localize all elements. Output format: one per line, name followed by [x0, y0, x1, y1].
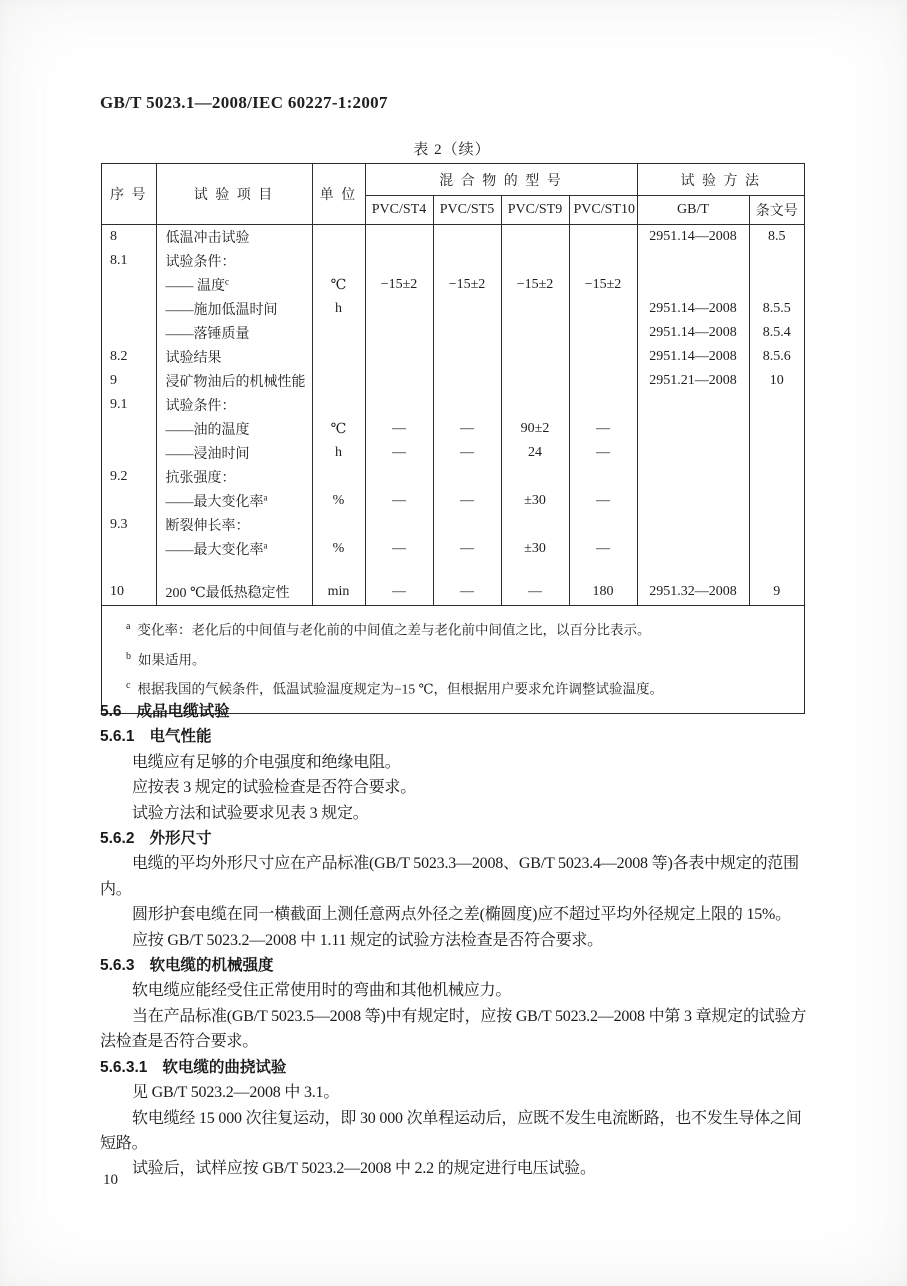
cell-unit: ℃ — [312, 417, 365, 441]
cell-gbt-standard: 2951.14—2008 — [637, 225, 749, 250]
cell-value-pvc-st9: — — [501, 578, 569, 605]
test-methods-table — [102, 164, 804, 605]
col-header-serial: 序 号 — [102, 164, 156, 225]
section-heading — [100, 699, 808, 724]
cell-gbt-standard — [637, 561, 749, 578]
section-heading — [100, 724, 808, 749]
cell-value-pvc-st9 — [501, 561, 569, 578]
cell-unit: h — [312, 297, 365, 321]
cell-clause-number — [749, 561, 804, 578]
cell-unit — [312, 465, 365, 489]
cell-item: ——落锤质量 — [156, 321, 312, 345]
section-title: 软电缆的机械强度 — [149, 957, 274, 975]
cell-value-pvc-st5: — — [433, 489, 501, 513]
section-number: 5.6.3 — [100, 957, 135, 975]
cell-value-pvc-st10 — [569, 513, 637, 537]
cell-item: 试验结果 — [156, 345, 312, 369]
cell-value-pvc-st4 — [365, 249, 433, 273]
section-title: 电气性能 — [149, 728, 212, 746]
cell-gbt-standard — [637, 273, 749, 297]
cell-serial — [102, 273, 156, 297]
cell-clause-number — [749, 513, 804, 537]
cell-value-pvc-st5: — — [433, 441, 501, 465]
footnote-ref: a — [263, 540, 268, 551]
cell-serial — [102, 537, 156, 561]
cell-clause-number: 8.5.6 — [749, 345, 804, 369]
footnote — [126, 614, 792, 644]
footnote — [126, 644, 792, 674]
cell-serial — [102, 417, 156, 441]
cell-clause-number — [749, 393, 804, 417]
table-row — [102, 441, 804, 465]
table-row — [102, 225, 804, 250]
cell-value-pvc-st10: −15±2 — [569, 273, 637, 297]
paragraph: 试验后，试样应按 GB/T 5023.2—2008 中 2.2 的规定进行电压试验。 — [132, 1160, 596, 1178]
table-footnotes — [102, 605, 804, 713]
cell-value-pvc-st4: — — [365, 417, 433, 441]
cell-value-pvc-st5: — — [433, 537, 501, 561]
cell-value-pvc-st5 — [433, 249, 501, 273]
cell-item — [156, 561, 312, 578]
body-sections — [100, 699, 808, 1182]
cell-item: 断裂伸长率： — [156, 513, 312, 537]
cell-serial — [102, 489, 156, 513]
cell-clause-number — [749, 273, 804, 297]
cell-clause-number: 9 — [749, 578, 804, 605]
cell-unit: % — [312, 489, 365, 513]
cell-clause-number: 8.5.4 — [749, 321, 804, 345]
footnote-mark: b — [126, 650, 131, 662]
cell-value-pvc-st4 — [365, 345, 433, 369]
cell-value-pvc-st4: — — [365, 489, 433, 513]
section-number: 5.6.1 — [100, 728, 135, 746]
cell-serial: 8.1 — [102, 249, 156, 273]
page-number: 10 — [103, 1172, 118, 1188]
cell-value-pvc-st5 — [433, 297, 501, 321]
cell-serial: 8 — [102, 225, 156, 250]
table-row — [102, 369, 804, 393]
col-header-item: 试 验 项 目 — [156, 164, 312, 225]
cell-gbt-standard — [637, 465, 749, 489]
cell-unit — [312, 345, 365, 369]
cell-clause-number: 10 — [749, 369, 804, 393]
cell-item: ——油的温度 — [156, 417, 312, 441]
section-title: 成品电缆试验 — [136, 703, 230, 720]
cell-value-pvc-st9 — [501, 393, 569, 417]
cell-value-pvc-st10 — [569, 465, 637, 489]
cell-item: 试验条件： — [156, 393, 312, 417]
cell-clause-number: 8.5.5 — [749, 297, 804, 321]
cell-value-pvc-st5 — [433, 225, 501, 250]
cell-value-pvc-st10 — [569, 561, 637, 578]
cell-value-pvc-st10 — [569, 321, 637, 345]
table-row — [102, 465, 804, 489]
col-group-mixture-type: 混 合 物 的 型 号 — [365, 164, 637, 196]
cell-value-pvc-st9 — [501, 249, 569, 273]
cell-value-pvc-st4: — — [365, 537, 433, 561]
cell-value-pvc-st10: — — [569, 441, 637, 465]
cell-value-pvc-st9: −15±2 — [501, 273, 569, 297]
paragraph: 软电缆应能经受住正常使用时的弯曲和其他机械应力。 — [132, 982, 512, 1000]
cell-value-pvc-st4 — [365, 561, 433, 578]
cell-value-pvc-st5: — — [433, 578, 501, 605]
col-header-gbt: GB/T — [637, 196, 749, 225]
cell-item: 200 ℃最低热稳定性 — [156, 578, 312, 605]
cell-unit — [312, 393, 365, 417]
cell-value-pvc-st5: — — [433, 417, 501, 441]
table-row — [102, 489, 804, 513]
paragraph: 圆形护套电缆在同一横截面上测任意两点外径之差(椭圆度)应不超过平均外径规定上限的 15%。 — [132, 906, 791, 924]
cell-value-pvc-st4 — [365, 225, 433, 250]
cell-value-pvc-st4: −15±2 — [365, 273, 433, 297]
table-body — [102, 225, 804, 606]
cell-gbt-standard: 2951.14—2008 — [637, 345, 749, 369]
cell-item: ——最大变化率$^a$ — [156, 489, 312, 513]
cell-value-pvc-st5 — [433, 345, 501, 369]
cell-clause-number — [749, 249, 804, 273]
cell-gbt-standard — [637, 513, 749, 537]
cell-value-pvc-st9 — [501, 369, 569, 393]
table-row — [102, 249, 804, 273]
cell-serial — [102, 561, 156, 578]
cell-value-pvc-st5 — [433, 513, 501, 537]
cell-serial — [102, 441, 156, 465]
cell-value-pvc-st4 — [365, 393, 433, 417]
cell-gbt-standard: 2951.14—2008 — [637, 321, 749, 345]
col-header-pvc-st9: PVC/ST9 — [501, 196, 569, 225]
footnote-ref: c — [225, 276, 229, 287]
paragraph: 当在产品标准(GB/T 5023.5—2008 等)中有规定时，应按 GB/T 5023.2—2008 中第 3 章规定的试验方法检查是否符合要求。 — [100, 1007, 807, 1051]
cell-value-pvc-st10: 180 — [569, 578, 637, 605]
table-row — [102, 578, 804, 605]
cell-value-pvc-st10 — [569, 225, 637, 250]
cell-gbt-standard — [637, 417, 749, 441]
cell-unit: ℃ — [312, 273, 365, 297]
section-title: 外形尺寸 — [149, 830, 212, 848]
cell-item: 抗张强度： — [156, 465, 312, 489]
cell-clause-number — [749, 441, 804, 465]
cell-item: 试验条件： — [156, 249, 312, 273]
table-row — [102, 345, 804, 369]
cell-value-pvc-st10: — — [569, 489, 637, 513]
paragraph: 应按表 3 规定的试验检查是否符合要求。 — [132, 779, 417, 797]
cell-value-pvc-st9: ±30 — [501, 489, 569, 513]
cell-value-pvc-st10: — — [569, 537, 637, 561]
cell-unit: % — [312, 537, 365, 561]
cell-value-pvc-st5 — [433, 321, 501, 345]
cell-unit — [312, 321, 365, 345]
table-row — [102, 537, 804, 561]
cell-value-pvc-st10 — [569, 393, 637, 417]
cell-serial: 10 — [102, 578, 156, 605]
cell-value-pvc-st5 — [433, 369, 501, 393]
paragraph: 电缆的平均外形尺寸应在产品标准(GB/T 5023.3—2008、GB/T 5023.4—2008 等)各表中规定的范围内。 — [100, 855, 799, 898]
cell-unit — [312, 225, 365, 250]
cell-value-pvc-st9 — [501, 345, 569, 369]
cell-value-pvc-st5 — [433, 393, 501, 417]
cell-gbt-standard — [637, 249, 749, 273]
cell-serial: 9.2 — [102, 465, 156, 489]
cell-value-pvc-st9: 90±2 — [501, 417, 569, 441]
table-row — [102, 393, 804, 417]
cell-clause-number — [749, 489, 804, 513]
table-row — [102, 513, 804, 537]
footnote-ref: a — [263, 492, 268, 503]
paragraph: 应按 GB/T 5023.2—2008 中 1.11 规定的试验方法检查是否符合要求。 — [132, 931, 603, 949]
cell-item: 浸矿物油后的机械性能 — [156, 369, 312, 393]
cell-value-pvc-st4 — [365, 465, 433, 489]
paragraph: 电缆应有足够的介电强度和绝缘电阻。 — [132, 753, 401, 771]
cell-value-pvc-st4: — — [365, 441, 433, 465]
cell-value-pvc-st9 — [501, 225, 569, 250]
paragraph: 试验方法和试验要求见表 3 规定。 — [132, 804, 369, 822]
section-number: 5.6.3.1 — [100, 1058, 148, 1076]
col-header-unit: 单 位 — [312, 164, 365, 225]
paragraph: 见 GB/T 5023.2—2008 中 3.1。 — [132, 1084, 340, 1102]
col-header-pvc-st5: PVC/ST5 — [433, 196, 501, 225]
footnote-text: 变化率：老化后的中间值与老化前的中间值之差与老化前中间值之比，以百分比表示。 — [137, 622, 651, 638]
col-header-pvc-st4: PVC/ST4 — [365, 196, 433, 225]
cell-clause-number — [749, 417, 804, 441]
cell-gbt-standard: 2951.21—2008 — [637, 369, 749, 393]
cell-unit — [312, 249, 365, 273]
table-row — [102, 321, 804, 345]
section-heading — [100, 826, 808, 851]
cell-value-pvc-st9 — [501, 513, 569, 537]
cell-serial — [102, 321, 156, 345]
cell-serial — [102, 297, 156, 321]
footnote-mark: c — [126, 680, 131, 691]
paragraph: 软电缆经 15 000 次往复运动，即 30 000 次单程运动后，应既不发生电流断路，也不发生导体之间短路。 — [100, 1109, 802, 1152]
cell-gbt-standard — [637, 393, 749, 417]
standard-number-header: GB/T 5023.1—2008/IEC 60227-1:2007 — [100, 93, 388, 112]
cell-value-pvc-st4: — — [365, 578, 433, 605]
table-row — [102, 417, 804, 441]
section-number: 5.6.2 — [100, 830, 135, 848]
cell-gbt-standard: 2951.14—2008 — [637, 297, 749, 321]
section-heading — [100, 1055, 808, 1080]
cell-gbt-standard — [637, 537, 749, 561]
cell-gbt-standard: 2951.32—2008 — [637, 578, 749, 605]
cell-value-pvc-st4 — [365, 369, 433, 393]
table-caption: 表 2（续） — [413, 142, 491, 158]
section-number: 5.6 — [100, 703, 122, 720]
cell-unit — [312, 369, 365, 393]
cell-item: 低温冲击试验 — [156, 225, 312, 250]
footnote-text: 根据我国的气候条件，低温试验温度规定为−15 ℃，但根据用户要求允许调整试验温度。 — [137, 681, 664, 697]
cell-value-pvc-st9 — [501, 297, 569, 321]
cell-serial: 9.1 — [102, 393, 156, 417]
table-header — [102, 164, 804, 225]
cell-clause-number: 8.5 — [749, 225, 804, 250]
footnote-mark: a — [126, 621, 131, 632]
section-title: 软电缆的曲挠试验 — [162, 1058, 287, 1076]
cell-value-pvc-st10: — — [569, 417, 637, 441]
footnote-text: 如果适用。 — [138, 652, 206, 667]
cell-gbt-standard — [637, 441, 749, 465]
cell-value-pvc-st4 — [365, 321, 433, 345]
test-methods-table-frame — [101, 163, 805, 714]
cell-value-pvc-st9 — [501, 465, 569, 489]
cell-value-pvc-st4 — [365, 297, 433, 321]
cell-item: ——最大变化率$^a$ — [156, 537, 312, 561]
cell-value-pvc-st10 — [569, 369, 637, 393]
cell-unit: min — [312, 578, 365, 605]
cell-unit: h — [312, 441, 365, 465]
cell-gbt-standard — [637, 489, 749, 513]
table-row — [102, 273, 804, 297]
cell-item: ——浸油时间 — [156, 441, 312, 465]
col-header-clause: 条文号 — [749, 196, 804, 225]
cell-clause-number — [749, 465, 804, 489]
cell-serial: 9.3 — [102, 513, 156, 537]
cell-value-pvc-st4 — [365, 513, 433, 537]
cell-value-pvc-st5 — [433, 561, 501, 578]
cell-value-pvc-st9: 24 — [501, 441, 569, 465]
cell-unit — [312, 513, 365, 537]
cell-serial: 8.2 — [102, 345, 156, 369]
cell-value-pvc-st9: ±30 — [501, 537, 569, 561]
cell-item: —— 温度$^c$ — [156, 273, 312, 297]
table-header-row-groups — [102, 164, 804, 196]
cell-unit — [312, 561, 365, 578]
cell-value-pvc-st10 — [569, 249, 637, 273]
cell-value-pvc-st10 — [569, 297, 637, 321]
cell-clause-number — [749, 537, 804, 561]
table-row — [102, 297, 804, 321]
cell-value-pvc-st5 — [433, 465, 501, 489]
section-heading — [100, 953, 808, 978]
cell-serial: 9 — [102, 369, 156, 393]
col-header-pvc-st10: PVC/ST10 — [569, 196, 637, 225]
table-spacer-row — [102, 561, 804, 578]
cell-value-pvc-st5: −15±2 — [433, 273, 501, 297]
col-group-test-method: 试 验 方 法 — [637, 164, 804, 196]
cell-item: ——施加低温时间 — [156, 297, 312, 321]
cell-value-pvc-st10 — [569, 345, 637, 369]
cell-value-pvc-st9 — [501, 321, 569, 345]
